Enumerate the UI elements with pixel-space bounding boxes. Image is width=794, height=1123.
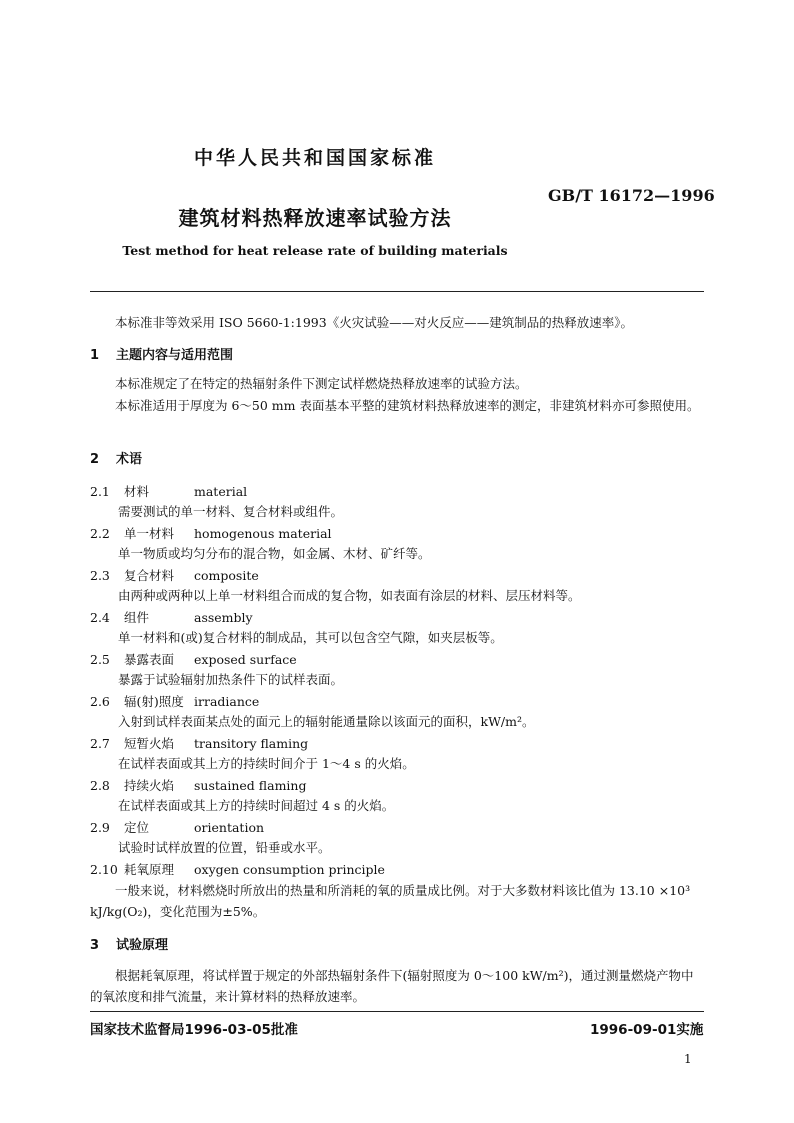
term-definition: 由两种或两种以上单一材料组合而成的复合物，如表面有涂层的材料、层压材料等。 — [118, 588, 581, 603]
approval-text: 国家技术监督局1996-03-05批准 — [90, 1022, 298, 1038]
section-1-paragraph-2: 本标准适用于厚度为 6～50 mm 表面基本平整的建筑材料热释放速率的测定，非建筑材料亦可参照使用。 — [115, 398, 700, 413]
term-number: 2.9 — [90, 820, 110, 835]
term-english: irradiance — [194, 694, 260, 709]
term-chinese: 耗氧原理 — [124, 862, 175, 877]
term-number: 2.3 — [90, 568, 110, 583]
section-1-number: 1 — [90, 348, 100, 363]
term-number: 2.8 — [90, 778, 110, 793]
term-chinese: 暴露表面 — [124, 652, 175, 667]
term-definition: 需要测试的单一材料、复合材料或组件。 — [118, 504, 344, 519]
term-number: 2.2 — [90, 526, 110, 541]
term-definition: 试验时试样放置的位置，铅垂或水平。 — [118, 840, 331, 855]
term-2-3 — [90, 565, 259, 584]
term-english: exposed surface — [194, 652, 297, 667]
term-english: oxygen consumption principle — [194, 862, 385, 877]
term-chinese: 短暂火焰 — [124, 736, 175, 751]
section-3-paragraph: 根据耗氧原理，将试样置于规定的外部热辐射条件下(辐射照度为 0～100 kW/m²)，通过测量燃烧产物中的氧浓度和排气流量，来计算材料的热释放速率。 — [90, 968, 694, 1004]
page-number: 1 — [684, 1052, 692, 1066]
implementation-date: 1996-09-01实施 — [590, 1022, 704, 1038]
title-chinese: 建筑材料热释放速率试验方法 — [178, 206, 452, 230]
term-number: 2.7 — [90, 736, 110, 751]
term-definition: 在试样表面或其上方的持续时间介于 1～4 s 的火焰。 — [118, 756, 415, 771]
term-english: assembly — [194, 610, 253, 625]
footer-divider — [90, 1011, 704, 1012]
term-chinese: 复合材料 — [124, 568, 175, 583]
term-english: orientation — [194, 820, 265, 835]
section-3-number: 3 — [90, 938, 100, 953]
term-2-6 — [90, 691, 259, 710]
term-chinese: 持续火焰 — [124, 778, 175, 793]
term-chinese: 定位 — [124, 820, 150, 835]
header-divider — [90, 291, 704, 292]
section-3-heading — [90, 934, 168, 953]
term-definition: 入射到试样表面某点处的面元上的辐射能通量除以该面元的面积，kW/m²。 — [118, 714, 535, 729]
section-2-heading — [90, 448, 142, 467]
section-1-heading — [90, 344, 233, 363]
term-definition: 暴露于试验辐射加热条件下的试样表面。 — [118, 672, 344, 687]
term-number: 2.4 — [90, 610, 110, 625]
national-standard-heading: 中华人民共和国国家标准 — [193, 147, 436, 169]
section-1-title: 主题内容与适用范围 — [116, 348, 234, 363]
term-definition: 一般来说，材料燃烧时所放出的热量和所消耗的氧的质量成比例。对于大多数材料该比值为 13.10 ×10³ kJ/kg(O₂)，变化范围为±5%。 — [90, 883, 691, 919]
term-2-5 — [90, 649, 297, 668]
term-number: 2.10 — [90, 862, 118, 877]
term-english: transitory flaming — [194, 736, 309, 751]
section-2-title: 术语 — [116, 452, 143, 467]
section-2-number: 2 — [90, 452, 100, 467]
term-number: 2.6 — [90, 694, 110, 709]
term-2-9 — [90, 817, 264, 836]
term-definition: 单一物质或均匀分布的混合物，如金属、木材、矿纤等。 — [118, 546, 431, 561]
term-english: sustained flaming — [194, 778, 307, 793]
term-chinese: 辐(射)照度 — [124, 694, 184, 709]
standard-code: GB/T 16172—1996 — [548, 186, 715, 205]
title-english: Test method for heat release rate of building materials — [122, 243, 508, 258]
term-english: composite — [194, 568, 259, 583]
term-definition: 单一材料和(或)复合材料的制成品，其可以包含空气隙，如夹层板等。 — [118, 630, 503, 645]
term-english: homogenous material — [194, 526, 332, 541]
term-2-7 — [90, 733, 308, 752]
term-number: 2.1 — [90, 484, 110, 499]
term-2-1 — [90, 481, 247, 500]
term-chinese: 组件 — [124, 610, 150, 625]
term-number: 2.5 — [90, 652, 110, 667]
term-2-8 — [90, 775, 306, 794]
term-chinese: 单一材料 — [124, 526, 175, 541]
intro-paragraph: 本标准非等效采用 ISO 5660-1:1993《火灾试验——对火反应——建筑制品的热释放速率》。 — [115, 315, 633, 330]
term-2-2 — [90, 523, 332, 542]
term-english: material — [194, 484, 248, 499]
term-2-10 — [90, 859, 385, 878]
term-definition: 在试样表面或其上方的持续时间超过 4 s 的火焰。 — [118, 798, 395, 813]
term-chinese: 材料 — [124, 484, 150, 499]
section-1-paragraph-1: 本标准规定了在特定的热辐射条件下测定试样燃烧热释放速率的试验方法。 — [115, 376, 528, 391]
section-3-title: 试验原理 — [116, 938, 169, 953]
term-2-4 — [90, 607, 253, 626]
